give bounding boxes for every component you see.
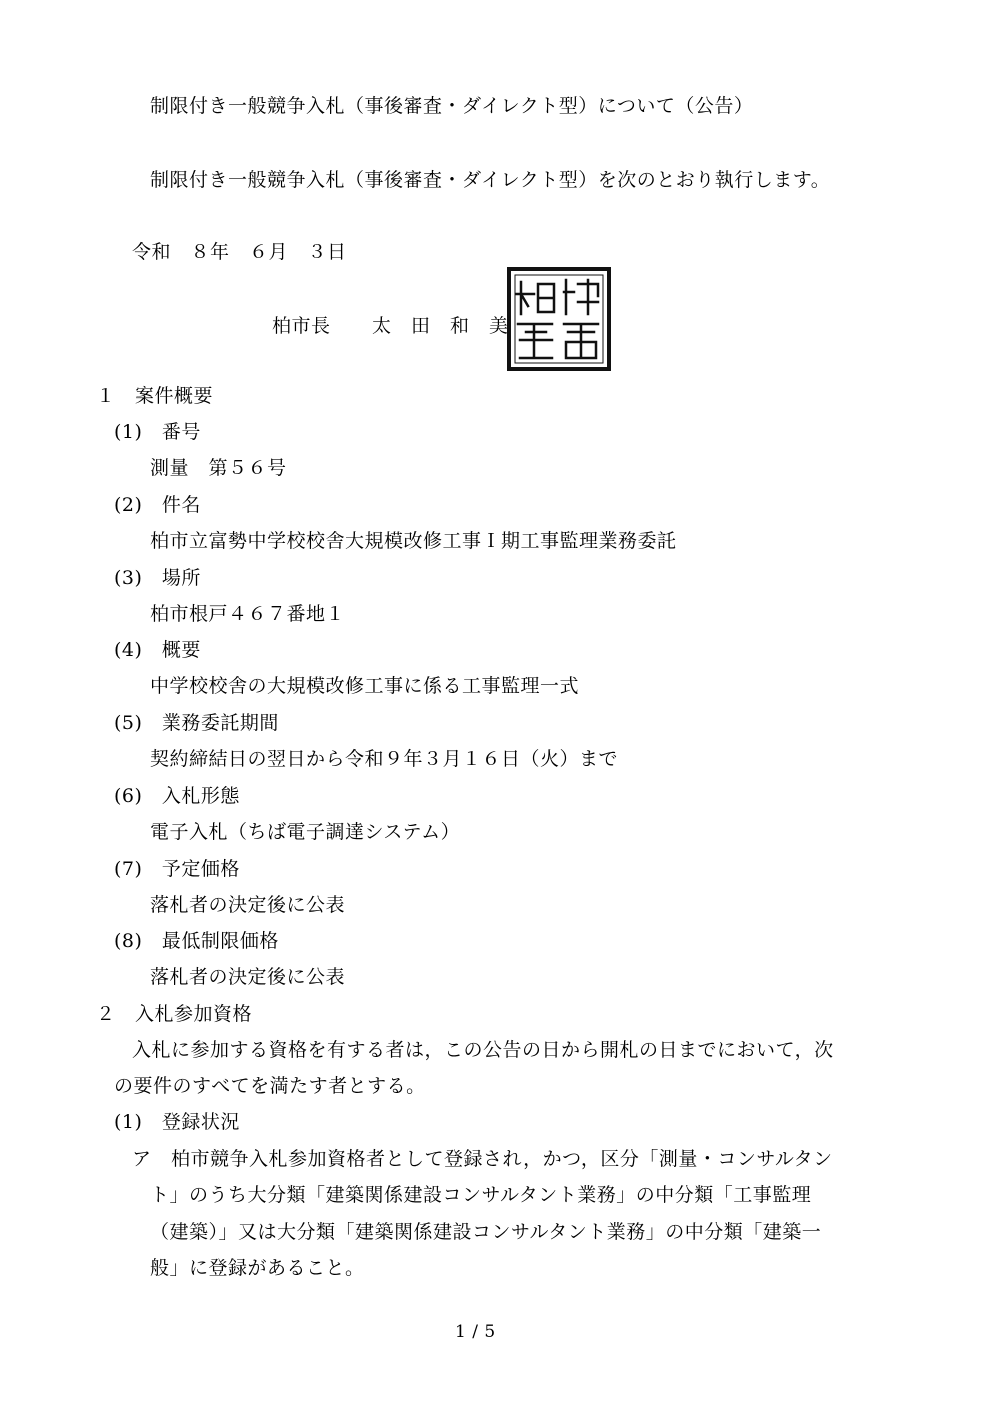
item-format-label: (6) 入札形態 [114, 785, 240, 807]
requirement-a-line2: ト」のうち大分類「建築関係建設コンサルタント業務」の中分類「工事監理 [150, 1184, 812, 1206]
item-name-value: 柏市立富勢中学校校舎大規模改修工事Ｉ期工事監理業務委託 [150, 530, 677, 552]
notice-title: 制限付き一般競争入札（事後審査・ダイレクト型）について（公告） [150, 95, 754, 117]
issuer-name: 太 田 和 美 [372, 315, 509, 337]
item-minprice-value: 落札者の決定後に公表 [150, 966, 346, 988]
item-number-label: (1) 番号 [114, 421, 201, 443]
issuer-title: 柏市長 [272, 315, 331, 337]
item-period-label: (5) 業務委託期間 [114, 712, 279, 734]
item-location-label: (3) 場所 [114, 567, 201, 589]
requirement-a-line3: （建築）」又は大分類「建築関係建設コンサルタント業務」の中分類「建築一 [150, 1221, 822, 1243]
requirement-a-line4: 般」に登録があること。 [150, 1257, 365, 1279]
page-number: 1 / 5 [455, 1322, 496, 1342]
requirement-a-line1: ア 柏市競争入札参加資格者として登録され，かつ，区分「測量・コンサルタン [132, 1148, 833, 1170]
registration-label: (1) 登録状況 [114, 1111, 240, 1133]
section2-intro-line2: の要件のすべてを満たす者とする。 [114, 1075, 426, 1097]
item-name-label: (2) 件名 [114, 494, 201, 516]
item-summary-value: 中学校校舎の大規模改修工事に係る工事監理一式 [150, 675, 580, 697]
item-summary-label: (4) 概要 [114, 639, 201, 661]
item-minprice-label: (8) 最低制限価格 [114, 930, 279, 952]
item-price-value: 落札者の決定後に公表 [150, 894, 346, 916]
official-seal [506, 266, 612, 372]
section2-heading: ２ 入札参加資格 [96, 1003, 253, 1025]
item-location-value: 柏市根戸４６７番地１ [150, 603, 346, 625]
section2-intro-line1: 入札に参加する資格を有する者は，この公告の日から開札の日までにおいて，次 [132, 1039, 834, 1061]
section1-heading: １ 案件概要 [96, 385, 214, 407]
item-format-value: 電子入札（ちば電子調達システム） [150, 821, 461, 843]
item-number-value: 測量 第５６号 [150, 457, 287, 479]
item-period-value: 契約締結日の翌日から令和９年３月１６日（火）まで [150, 748, 619, 770]
item-price-label: (7) 予定価格 [114, 858, 240, 880]
notice-date: 令和 ８年 ６月 ３日 [132, 241, 347, 263]
notice-intro: 制限付き一般競争入札（事後審査・ダイレクト型）を次のとおり執行します。 [150, 169, 831, 191]
